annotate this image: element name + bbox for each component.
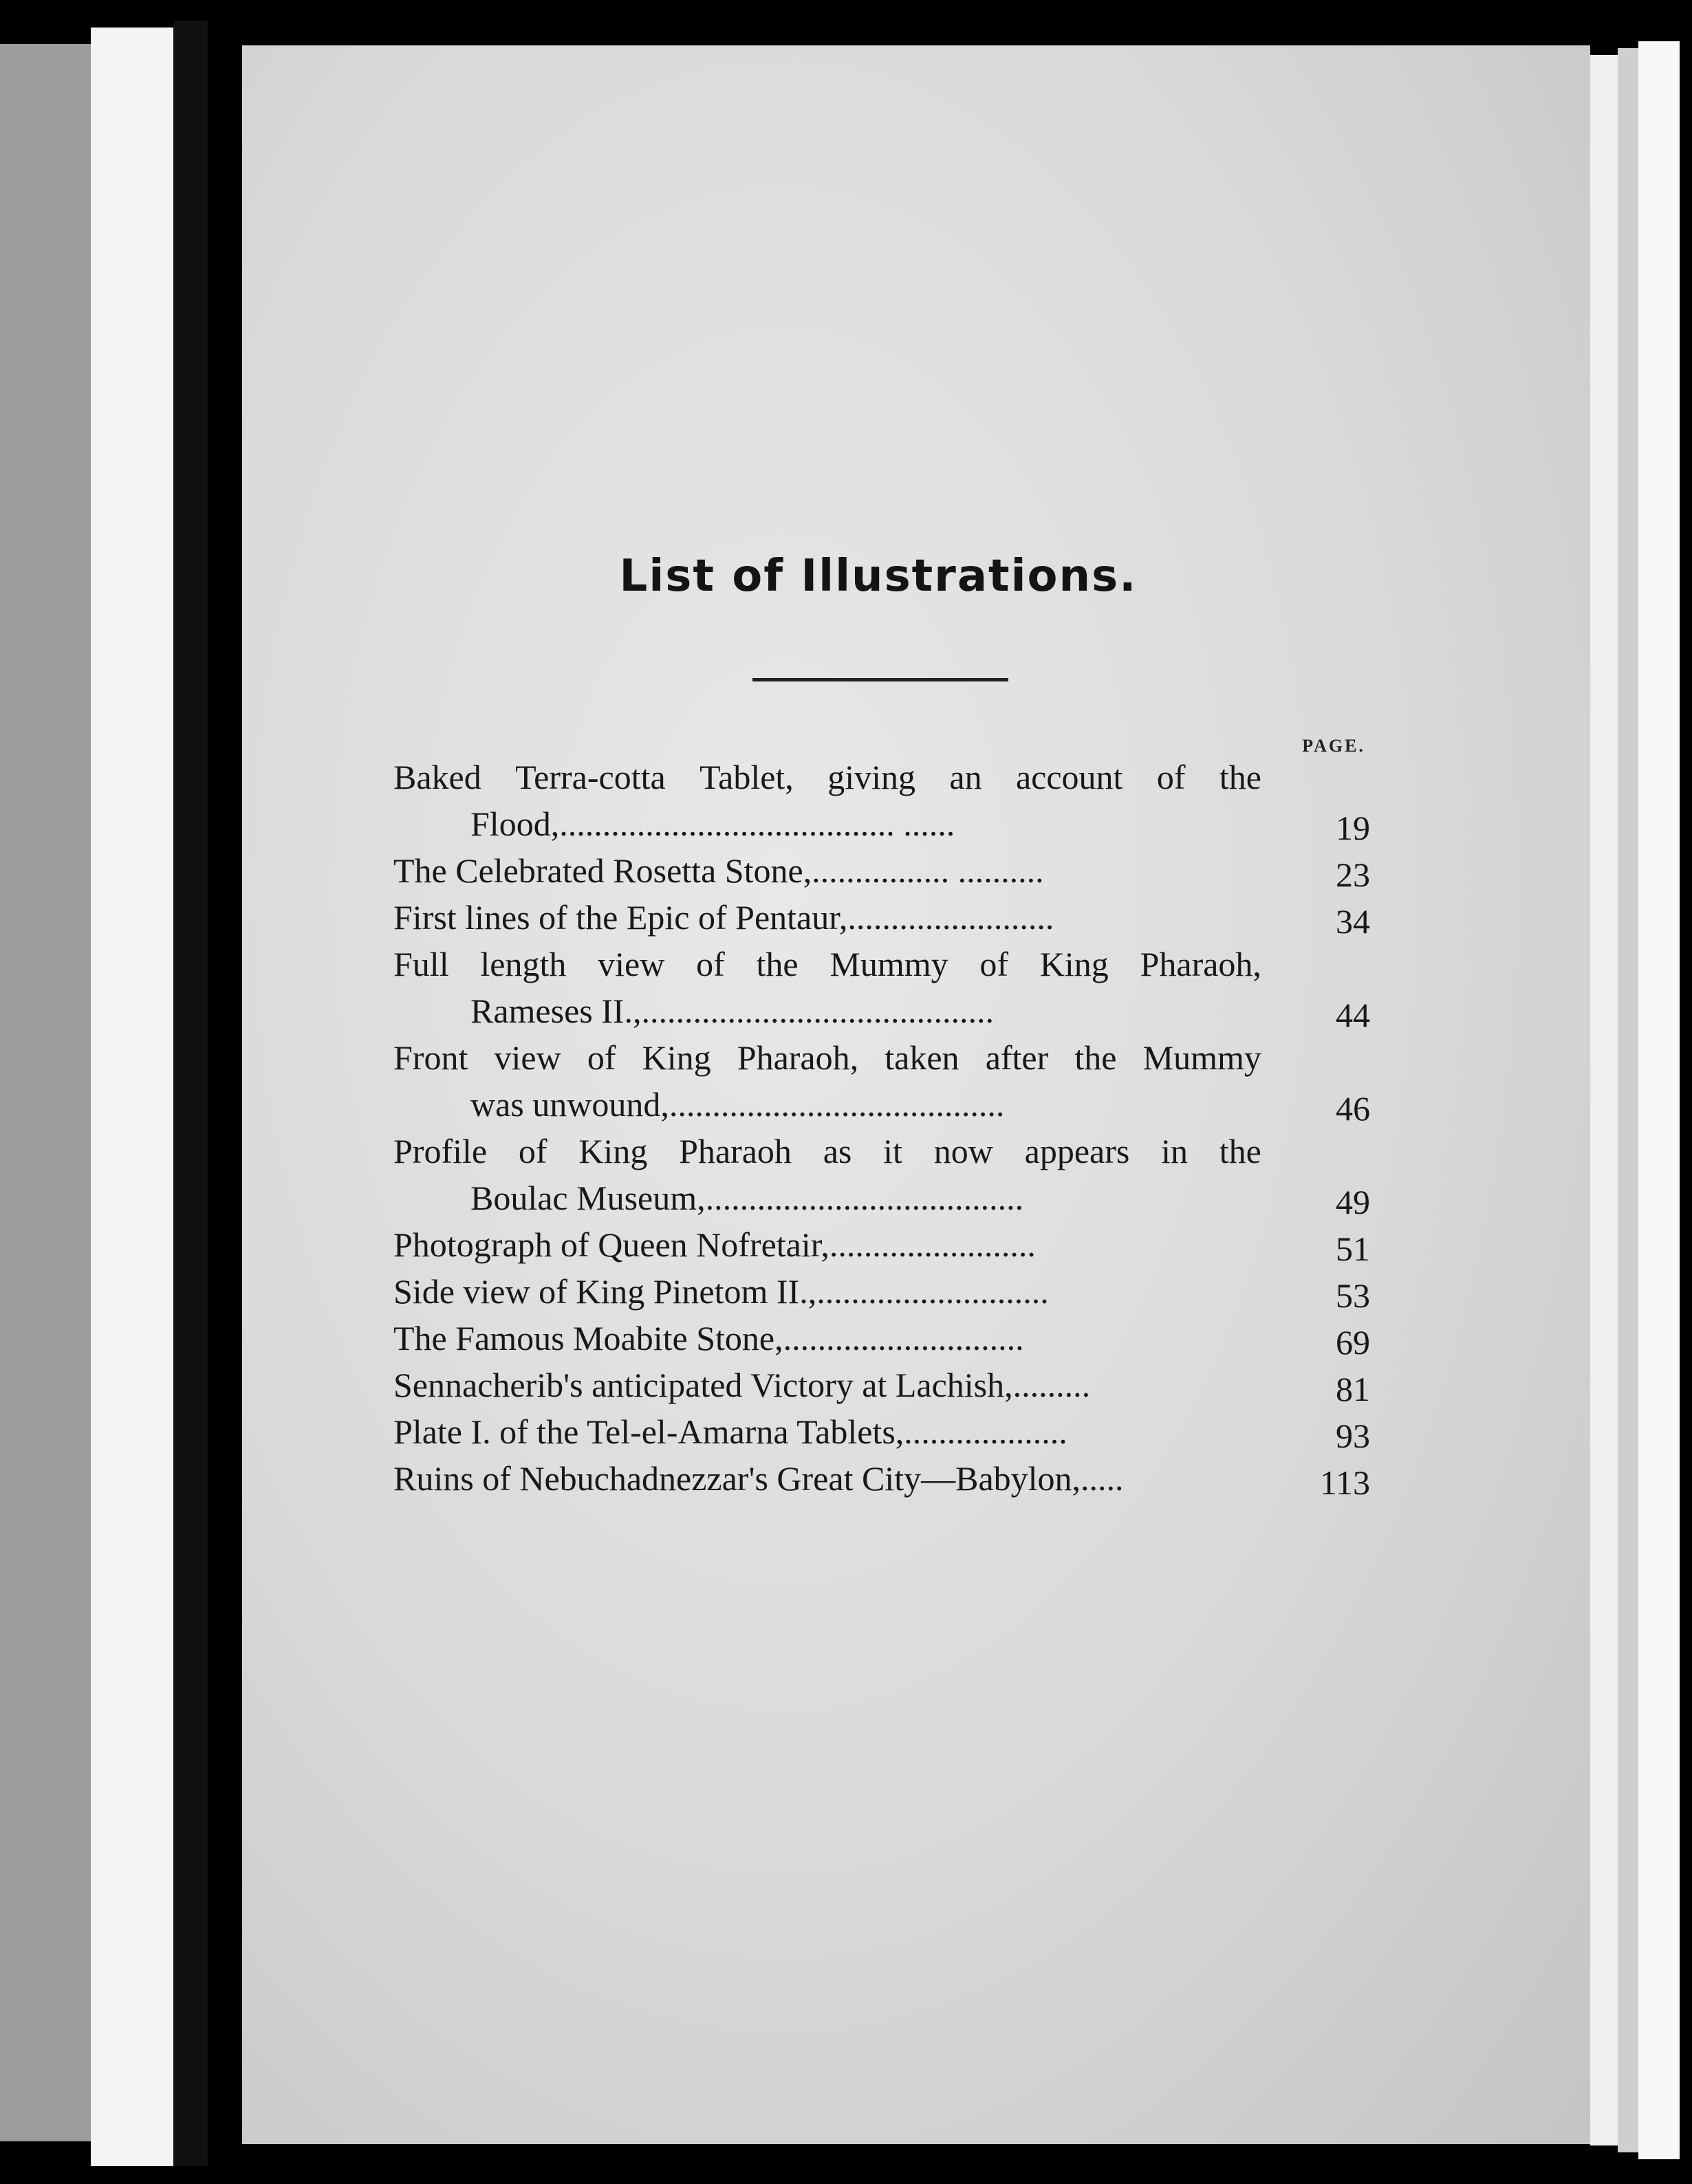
list-item bbox=[393, 1221, 1370, 1268]
list-item bbox=[393, 1034, 1370, 1128]
list-item bbox=[393, 1128, 1370, 1221]
entry-line: Flood,....................................... ...... bbox=[470, 805, 955, 843]
page-stack-edge bbox=[1618, 48, 1638, 2152]
entry-word: Baked bbox=[393, 758, 481, 796]
page-column-heading: PAGE. bbox=[1302, 736, 1365, 756]
list-item bbox=[393, 1268, 1370, 1315]
page-number: 81 bbox=[1336, 1370, 1370, 1408]
entry-word: Pharaoh, bbox=[737, 1038, 859, 1077]
entry-line: was unwound,....................................... bbox=[470, 1085, 1005, 1124]
entry-word: view bbox=[598, 945, 665, 983]
title-divider bbox=[752, 678, 1008, 681]
entry-word: King bbox=[1039, 945, 1109, 983]
gutter-shadow bbox=[173, 21, 208, 2166]
entry-word: Front bbox=[393, 1038, 468, 1077]
page-title: List of Illustrations. bbox=[619, 551, 1138, 602]
entry-word: the bbox=[756, 945, 799, 983]
entry-word: as bbox=[823, 1132, 852, 1170]
entry-word: Pharaoh bbox=[679, 1132, 792, 1170]
page-number: 113 bbox=[1319, 1463, 1370, 1502]
page-number: 46 bbox=[1336, 1089, 1370, 1128]
entry-line bbox=[393, 754, 1337, 800]
entry-word: view bbox=[494, 1038, 561, 1077]
entry-word: in bbox=[1161, 1132, 1188, 1170]
list-item bbox=[393, 754, 1370, 847]
entry-line: First lines of the Epic of Pentaur,........................ bbox=[393, 898, 1054, 937]
entry-line: Plate I. of the Tel-el-Amarna Tablets,................... bbox=[393, 1412, 1067, 1451]
book-page bbox=[242, 45, 1590, 2144]
entry-line: Ruins of Nebuchadnezzar's Great City—Babylon,..... bbox=[393, 1459, 1124, 1498]
page-number: 44 bbox=[1336, 996, 1370, 1034]
entry-word: Mummy bbox=[1142, 1038, 1261, 1077]
entry-word: Full bbox=[393, 945, 449, 983]
entry-word: it bbox=[883, 1132, 902, 1170]
entry-word: taken bbox=[885, 1038, 959, 1077]
entry-word: Mummy bbox=[829, 945, 948, 983]
list-item bbox=[393, 941, 1370, 1034]
entry-word: length bbox=[480, 945, 567, 983]
entry-line: Boulac Museum,..................................... bbox=[470, 1179, 1024, 1217]
entry-word: of bbox=[587, 1038, 616, 1077]
entry-word: King bbox=[642, 1038, 711, 1077]
page-number: 34 bbox=[1336, 902, 1370, 941]
list-item bbox=[393, 1362, 1370, 1408]
page-number: 19 bbox=[1336, 809, 1370, 847]
list-item bbox=[393, 1315, 1370, 1362]
entry-word: after bbox=[985, 1038, 1049, 1077]
entry-line: Sennacherib's anticipated Victory at Lachish,......... bbox=[393, 1366, 1091, 1404]
entry-word: Tablet, bbox=[699, 758, 794, 796]
page-number: 49 bbox=[1336, 1183, 1370, 1221]
page-number: 23 bbox=[1336, 855, 1370, 894]
entry-word: the bbox=[1219, 758, 1261, 796]
entry-word: of bbox=[1156, 758, 1186, 796]
entry-line bbox=[393, 1034, 1337, 1081]
entry-line: The Celebrated Rosetta Stone,................ .......... bbox=[393, 851, 1044, 890]
entry-line: Side view of King Pinetom II.,........................... bbox=[393, 1272, 1049, 1311]
list-item bbox=[393, 894, 1370, 941]
page-stack-edge bbox=[1638, 41, 1680, 2159]
page-number: 93 bbox=[1336, 1417, 1370, 1455]
entry-word: Pharaoh, bbox=[1140, 945, 1261, 983]
gutter-margin bbox=[91, 28, 173, 2166]
entry-line: Rameses II.,......................................... bbox=[470, 992, 995, 1030]
entry-word: Profile bbox=[393, 1132, 488, 1170]
entry-line bbox=[393, 941, 1337, 987]
page-number: 69 bbox=[1336, 1323, 1370, 1362]
page-number: 51 bbox=[1336, 1230, 1370, 1268]
entry-line: The Famous Moabite Stone,............................ bbox=[393, 1319, 1024, 1357]
illustrations-list bbox=[393, 754, 1370, 1502]
left-page-edge bbox=[0, 44, 91, 2141]
entry-word: account bbox=[1015, 758, 1123, 796]
entry-word: of bbox=[979, 945, 1009, 983]
entry-word: the bbox=[1074, 1038, 1117, 1077]
entry-word: the bbox=[1219, 1132, 1261, 1170]
page-stack-edge bbox=[1590, 55, 1618, 2145]
list-item bbox=[393, 847, 1370, 894]
list-item bbox=[393, 1408, 1370, 1455]
entry-word: King bbox=[578, 1132, 648, 1170]
entry-word: Terra-cotta bbox=[515, 758, 666, 796]
entry-word: giving bbox=[827, 758, 915, 796]
entry-word: of bbox=[696, 945, 725, 983]
entry-word: now bbox=[933, 1132, 993, 1170]
entry-word: appears bbox=[1024, 1132, 1130, 1170]
page-number: 53 bbox=[1336, 1276, 1370, 1315]
list-item bbox=[393, 1455, 1370, 1502]
entry-line bbox=[393, 1128, 1337, 1175]
entry-word: an bbox=[949, 758, 982, 796]
entry-line: Photograph of Queen Nofretair,........................ bbox=[393, 1225, 1036, 1264]
entry-word: of bbox=[518, 1132, 547, 1170]
